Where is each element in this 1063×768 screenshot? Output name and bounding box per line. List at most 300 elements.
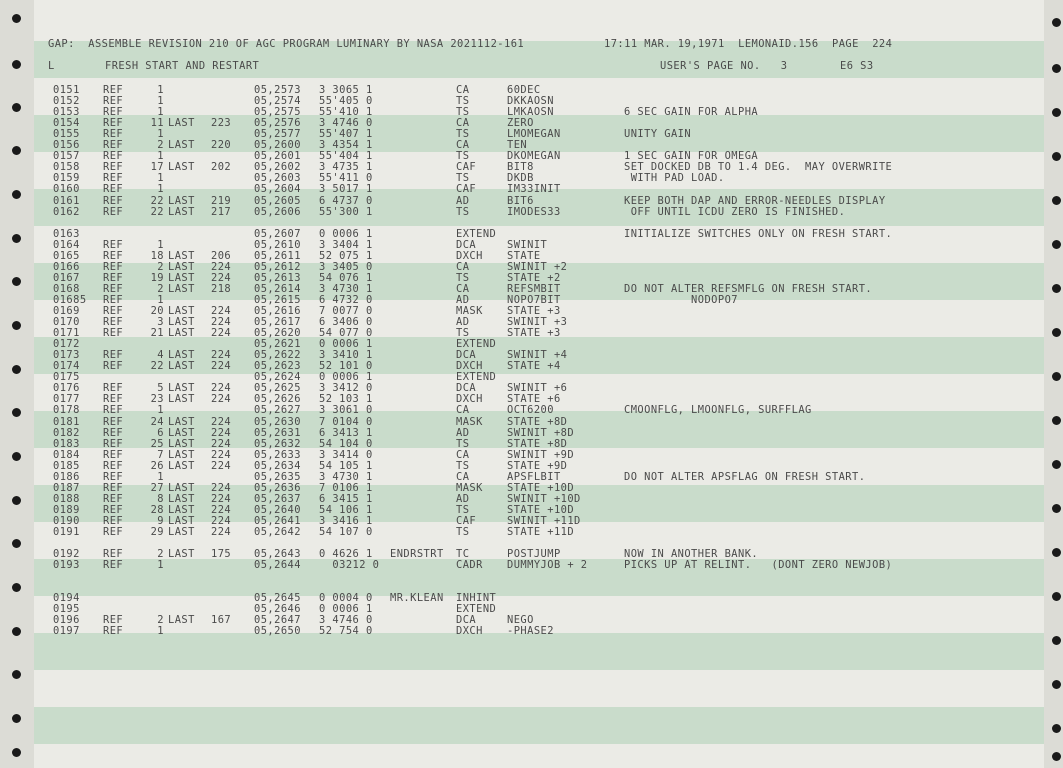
cell-word: 3 3412 0 — [319, 382, 373, 395]
feed-hole — [12, 408, 21, 417]
cell-r1: 27 — [150, 481, 164, 494]
cell-r1: 1 — [157, 293, 164, 306]
feed-hole — [1052, 152, 1061, 161]
cell-r1: 22 — [150, 360, 164, 373]
cell-r1: 2 — [157, 614, 164, 627]
cell-line: 0152 — [53, 95, 80, 108]
cell-line: 0155 — [53, 128, 80, 141]
feed-hole — [12, 103, 21, 112]
cell-word: 3 4746 0 — [319, 614, 373, 627]
cell-ref: REF — [103, 249, 124, 262]
cell-addr: 05,2630 — [254, 415, 301, 428]
cell-last: LAST — [168, 316, 195, 329]
cell-ref: REF — [103, 526, 124, 538]
cell-label: ENDRSTRT — [390, 548, 444, 561]
cell-ref: REF — [103, 614, 124, 627]
cell-last: LAST — [168, 526, 195, 538]
cell-op: CA — [456, 448, 470, 461]
cell-op: MASK — [456, 481, 483, 494]
cell-r1: 7 — [157, 448, 164, 461]
cell-ref: REF — [103, 393, 124, 406]
cell-line: 0154 — [53, 117, 80, 130]
cell-r1: 1 — [157, 150, 164, 163]
feed-hole — [1052, 680, 1061, 689]
cell-last: LAST — [168, 327, 195, 340]
cell-word: 3 3065 1 — [319, 84, 373, 96]
cell-line: 0188 — [53, 492, 80, 505]
cell-line: 0163 — [53, 227, 80, 240]
cell-ref: REF — [103, 117, 124, 130]
section-code: L — [48, 60, 55, 72]
cell-ref: REF — [103, 95, 124, 108]
cell-comment: 6 SEC GAIN FOR ALPHA — [624, 106, 759, 119]
cell-line: 0183 — [53, 437, 80, 450]
left-tractor-feed — [0, 0, 34, 768]
cell-op: CA — [456, 260, 470, 273]
cell-r1: 22 — [150, 205, 164, 218]
print-date-page: 17:11 MAR. 19,1971 LEMONAID.156 PAGE 224 — [604, 38, 893, 50]
cell-word: 3 4730 1 — [319, 470, 373, 483]
cell-r2: 217 — [211, 205, 232, 218]
cell-r1: 22 — [150, 194, 164, 207]
cell-r2: 224 — [211, 437, 232, 450]
cell-operand: SWINIT +8D — [507, 426, 575, 439]
cell-last: LAST — [168, 426, 195, 439]
cell-operand: TEN — [507, 139, 528, 152]
cell-word: 55'404 1 — [319, 150, 373, 163]
cell-line: 0181 — [53, 415, 80, 428]
cell-r1: 2 — [157, 548, 164, 561]
cell-addr: 05,2637 — [254, 492, 301, 505]
cell-line: 0189 — [53, 503, 80, 516]
cell-comment: DO NOT ALTER REFSMFLG ON FRESH START. — [624, 282, 873, 295]
cell-addr: 05,2612 — [254, 260, 301, 273]
cell-word: 6 3413 1 — [319, 426, 373, 439]
cell-r1: 1 — [157, 470, 164, 483]
cell-ref: REF — [103, 282, 124, 295]
cell-operand: 60DEC — [507, 84, 541, 96]
cell-r1: 19 — [150, 271, 164, 284]
feed-hole — [1052, 636, 1061, 645]
cell-last: LAST — [168, 161, 195, 174]
cell-last: LAST — [168, 459, 195, 472]
cell-op: CA — [456, 139, 470, 152]
cell-word: 7 0077 0 — [319, 305, 373, 317]
cell-op: DCA — [456, 349, 477, 362]
cell-r2: 224 — [211, 327, 232, 340]
cell-last: LAST — [168, 448, 195, 461]
cell-ref: REF — [103, 106, 124, 119]
cell-word: 3 4730 1 — [319, 282, 373, 295]
cell-operand: STATE +3 — [507, 327, 561, 340]
cell-line: 0160 — [53, 183, 80, 196]
feed-hole — [12, 277, 21, 286]
feed-hole — [1052, 108, 1061, 117]
cell-operand: POSTJUMP — [507, 548, 561, 561]
cell-r2: 202 — [211, 161, 232, 174]
feed-hole — [1052, 196, 1061, 205]
cell-ref: REF — [103, 238, 124, 251]
cell-addr: 05,2631 — [254, 426, 301, 439]
printout-sheet — [34, 0, 1044, 768]
cell-r1: 1 — [157, 95, 164, 108]
cell-line: 0185 — [53, 459, 80, 472]
cell-word: 52 101 0 — [319, 360, 373, 373]
cell-r2: 224 — [211, 305, 232, 317]
cell-op: TC — [456, 548, 470, 561]
feed-hole — [1052, 460, 1061, 469]
program-header: GAP: ASSEMBLE REVISION 210 OF AGC PROGRAM LUMINARY BY NASA 2021112-161 — [48, 38, 525, 50]
cell-word: 7 0106 1 — [319, 481, 373, 494]
cell-op: TS — [456, 459, 470, 472]
cell-ref: REF — [103, 316, 124, 329]
cell-addr: 05,2611 — [254, 249, 301, 262]
cell-op: TS — [456, 271, 470, 284]
cell-operand: DUMMYJOB + 2 — [507, 559, 588, 572]
cell-line: 0159 — [53, 172, 80, 185]
cell-word: 3 3061 0 — [319, 404, 373, 417]
cell-r1: 28 — [150, 503, 164, 516]
cell-line: 0168 — [53, 282, 80, 295]
cell-op: TS — [456, 205, 470, 218]
cell-addr: 05,2645 — [254, 592, 301, 605]
cell-op: CA — [456, 84, 470, 96]
cell-r1: 5 — [157, 382, 164, 395]
cell-line: 0194 — [53, 592, 80, 605]
cell-r2: 206 — [211, 249, 232, 262]
cell-ref: REF — [103, 139, 124, 152]
cell-line: 01685 — [53, 293, 87, 306]
cell-last: LAST — [168, 382, 195, 395]
cell-operand: NEGO — [507, 614, 534, 627]
cell-last: LAST — [168, 437, 195, 450]
cell-op: AD — [456, 426, 470, 439]
cell-addr: 05,2603 — [254, 172, 301, 185]
cell-addr: 05,2625 — [254, 382, 301, 395]
cell-op: MASK — [456, 415, 483, 428]
feed-hole — [12, 714, 21, 723]
cell-line: 0158 — [53, 161, 80, 174]
cell-operand: SWINIT +2 — [507, 260, 568, 273]
cell-word: 6 3406 0 — [319, 316, 373, 329]
cell-word: 6 4732 0 — [319, 293, 373, 306]
cell-word: 03212 0 — [319, 559, 380, 572]
cell-ref: REF — [103, 625, 124, 638]
cell-operand: SWINIT +10D — [507, 492, 581, 505]
cell-word: 52 075 1 — [319, 249, 373, 262]
feed-hole — [12, 748, 21, 757]
cell-line: 0191 — [53, 526, 80, 538]
cell-r1: 2 — [157, 260, 164, 273]
cell-r1: 1 — [157, 625, 164, 638]
cell-r2: 224 — [211, 481, 232, 494]
cell-operand: REFSMBIT — [507, 282, 561, 295]
cell-r1: 26 — [150, 459, 164, 472]
cell-r1: 24 — [150, 415, 164, 428]
cell-op: EXTEND — [456, 338, 497, 351]
cell-operand: NOPO7BIT — [507, 293, 561, 306]
cell-addr: 05,2576 — [254, 117, 301, 130]
cell-r2: 224 — [211, 271, 232, 284]
cell-comment: NOW IN ANOTHER BANK. — [624, 548, 759, 561]
cell-line: 0165 — [53, 249, 80, 262]
cell-addr: 05,2605 — [254, 194, 301, 207]
cell-addr: 05,2644 — [254, 559, 301, 572]
cell-word: 54 104 0 — [319, 437, 373, 450]
cell-r1: 3 — [157, 316, 164, 329]
cell-r2: 167 — [211, 614, 232, 627]
cell-r2: 224 — [211, 459, 232, 472]
cell-op: AD — [456, 492, 470, 505]
cell-operand: STATE +6 — [507, 393, 561, 406]
cell-line: 0153 — [53, 106, 80, 119]
cell-op: CA — [456, 117, 470, 130]
cell-op: CAF — [456, 161, 477, 174]
cell-last: LAST — [168, 249, 195, 262]
cell-last: LAST — [168, 514, 195, 527]
cell-ref: REF — [103, 448, 124, 461]
cell-comment: PICKS UP AT RELINT. (DONT ZERO NEWJOB) — [624, 559, 893, 572]
cell-ref: REF — [103, 548, 124, 561]
cell-r1: 18 — [150, 249, 164, 262]
cell-operand: SWINIT — [507, 238, 548, 251]
feed-hole — [1052, 372, 1061, 381]
cell-line: 0192 — [53, 548, 80, 561]
cell-operand: ZERO — [507, 117, 534, 130]
cell-op: TS — [456, 172, 470, 185]
cell-operand: SWINIT +3 — [507, 316, 568, 329]
feed-hole — [1052, 724, 1061, 733]
cell-r1: 4 — [157, 349, 164, 362]
cell-ref: REF — [103, 172, 124, 185]
cell-line: 0170 — [53, 316, 80, 329]
cell-operand: SWINIT +4 — [507, 349, 568, 362]
cell-ref: REF — [103, 293, 124, 306]
cell-word: 3 3414 0 — [319, 448, 373, 461]
feed-hole — [12, 190, 21, 199]
cell-r2: 224 — [211, 514, 232, 527]
cell-last: LAST — [168, 614, 195, 627]
page-code: E6 S3 — [840, 60, 874, 72]
cell-comment: CMOONFLG, LMOONFLG, SURFFLAG — [624, 404, 812, 417]
cell-op: TS — [456, 150, 470, 163]
cell-line: 0184 — [53, 448, 80, 461]
cell-line: 0193 — [53, 559, 80, 572]
feed-hole — [1052, 328, 1061, 337]
cell-addr: 05,2643 — [254, 548, 301, 561]
section-line — [34, 60, 1044, 72]
cell-addr: 05,2621 — [254, 338, 301, 351]
cell-line: 0177 — [53, 393, 80, 406]
cell-addr: 05,2616 — [254, 305, 301, 317]
cell-operand: STATE +11D — [507, 526, 575, 538]
cell-ref: REF — [103, 271, 124, 284]
cell-addr: 05,2577 — [254, 128, 301, 141]
cell-ref: REF — [103, 503, 124, 516]
cell-op: DXCH — [456, 625, 483, 638]
cell-r1: 20 — [150, 305, 164, 317]
cell-line: 0162 — [53, 205, 80, 218]
cell-label: MR.KLEAN — [390, 592, 444, 605]
cell-op: TS — [456, 503, 470, 516]
cell-addr: 05,2640 — [254, 503, 301, 516]
cell-r2: 224 — [211, 349, 232, 362]
cell-op: CAF — [456, 183, 477, 196]
cell-r2: 224 — [211, 393, 232, 406]
cell-ref: REF — [103, 128, 124, 141]
cell-operand: STATE +2 — [507, 271, 561, 284]
cell-line: 0196 — [53, 614, 80, 627]
feed-hole — [1052, 416, 1061, 425]
cell-ref: REF — [103, 426, 124, 439]
cell-addr: 05,2606 — [254, 205, 301, 218]
cell-op: DCA — [456, 382, 477, 395]
cell-comment: SET DOCKED DB TO 1.4 DEG. MAY OVERWRITE — [624, 161, 893, 174]
cell-comment: KEEP BOTH DAP AND ERROR-NEEDLES DISPLAY — [624, 194, 886, 207]
cell-addr: 05,2617 — [254, 316, 301, 329]
cell-op: TS — [456, 106, 470, 119]
cell-r2: 224 — [211, 360, 232, 373]
cell-ref: REF — [103, 150, 124, 163]
cell-operand: STATE +4 — [507, 360, 561, 373]
cell-operand: LMOMEGAN — [507, 128, 561, 141]
cell-r1: 17 — [150, 161, 164, 174]
cell-comment: NODOPO7 — [624, 293, 738, 306]
cell-r2: 224 — [211, 382, 232, 395]
cell-line: 0156 — [53, 139, 80, 152]
cell-r1: 1 — [157, 84, 164, 96]
cell-ref: REF — [103, 161, 124, 174]
cell-last: LAST — [168, 117, 195, 130]
cell-word: 6 4737 0 — [319, 194, 373, 207]
cell-op: DXCH — [456, 360, 483, 373]
cell-last: LAST — [168, 503, 195, 516]
cell-comment: INITIALIZE SWITCHES ONLY ON FRESH START. — [624, 227, 893, 240]
cell-word: 0 0006 1 — [319, 603, 373, 616]
cell-addr: 05,2627 — [254, 404, 301, 417]
cell-word: 3 3405 0 — [319, 260, 373, 273]
cell-op: DCA — [456, 614, 477, 627]
section-title: FRESH START AND RESTART — [105, 60, 260, 72]
cell-r1: 29 — [150, 526, 164, 538]
cell-r1: 11 — [150, 117, 164, 130]
cell-r1: 8 — [157, 492, 164, 505]
cell-word: 54 107 0 — [319, 526, 373, 538]
cell-word: 6 3415 1 — [319, 492, 373, 505]
cell-line: 0178 — [53, 404, 80, 417]
cell-word: 7 0104 0 — [319, 415, 373, 428]
cell-line: 0164 — [53, 238, 80, 251]
cell-line: 0190 — [53, 514, 80, 527]
cell-addr: 05,2641 — [254, 514, 301, 527]
cell-word: 3 4354 1 — [319, 139, 373, 152]
feed-hole — [12, 539, 21, 548]
cell-word: 52 754 0 — [319, 625, 373, 638]
cell-last: LAST — [168, 205, 195, 218]
cell-addr: 05,2650 — [254, 625, 301, 638]
cell-line: 0187 — [53, 481, 80, 494]
cell-r2: 224 — [211, 415, 232, 428]
cell-ref: REF — [103, 415, 124, 428]
cell-line: 0171 — [53, 327, 80, 340]
cell-r2: 220 — [211, 139, 232, 152]
feed-hole — [12, 234, 21, 243]
cell-op: MASK — [456, 305, 483, 317]
cell-r2: 224 — [211, 503, 232, 516]
cell-addr: 05,2574 — [254, 95, 301, 108]
feed-hole — [1052, 240, 1061, 249]
cell-operand: STATE +9D — [507, 459, 568, 472]
cell-operand: IM33INIT — [507, 183, 561, 196]
cell-addr: 05,2607 — [254, 227, 301, 240]
cell-r2: 175 — [211, 548, 232, 561]
cell-line: 0157 — [53, 150, 80, 163]
cell-r2: 224 — [211, 260, 232, 273]
cell-line: 0174 — [53, 360, 80, 373]
cell-op: EXTEND — [456, 227, 497, 240]
cell-op: CADR — [456, 559, 483, 572]
cell-ref: REF — [103, 84, 124, 96]
cell-addr: 05,2642 — [254, 526, 301, 538]
cell-ref: REF — [103, 559, 124, 572]
cell-word: 55'300 1 — [319, 205, 373, 218]
cell-last: LAST — [168, 492, 195, 505]
cell-word: 52 103 1 — [319, 393, 373, 406]
cell-ref: REF — [103, 327, 124, 340]
cell-word: 54 105 1 — [319, 459, 373, 472]
cell-op: TS — [456, 526, 470, 538]
cell-op: TS — [456, 437, 470, 450]
cell-r2: 224 — [211, 316, 232, 329]
cell-last: LAST — [168, 481, 195, 494]
cell-addr: 05,2613 — [254, 271, 301, 284]
cell-r2: 224 — [211, 492, 232, 505]
cell-comment: UNITY GAIN — [624, 128, 692, 141]
cell-op: CA — [456, 282, 470, 295]
header-line — [34, 38, 1044, 50]
cell-op: INHINT — [456, 592, 497, 605]
cell-last: LAST — [168, 271, 195, 284]
cell-line: 0197 — [53, 625, 80, 638]
cell-line: 0167 — [53, 271, 80, 284]
user-page-number: USER'S PAGE NO. 3 — [660, 60, 788, 72]
feed-hole — [12, 321, 21, 330]
cell-addr: 05,2604 — [254, 183, 301, 196]
cell-word: 54 076 1 — [319, 271, 373, 284]
cell-operand: SWINIT +9D — [507, 448, 575, 461]
green-bar — [34, 633, 1044, 670]
cell-line: 0169 — [53, 305, 80, 317]
feed-hole — [1052, 504, 1061, 513]
cell-line: 0182 — [53, 426, 80, 439]
cell-r1: 1 — [157, 559, 164, 572]
cell-addr: 05,2620 — [254, 327, 301, 340]
cell-word: 3 3404 1 — [319, 238, 373, 251]
cell-addr: 05,2622 — [254, 349, 301, 362]
feed-hole — [12, 60, 21, 69]
cell-op: AD — [456, 293, 470, 306]
cell-addr: 05,2636 — [254, 481, 301, 494]
cell-addr: 05,2601 — [254, 150, 301, 163]
feed-hole — [12, 670, 21, 679]
cell-r1: 1 — [157, 128, 164, 141]
cell-addr: 05,2647 — [254, 614, 301, 627]
cell-operand: STATE — [507, 249, 541, 262]
cell-operand: BIT8 — [507, 161, 534, 174]
feed-hole — [12, 452, 21, 461]
cell-op: EXTEND — [456, 371, 497, 384]
cell-ref: REF — [103, 360, 124, 373]
